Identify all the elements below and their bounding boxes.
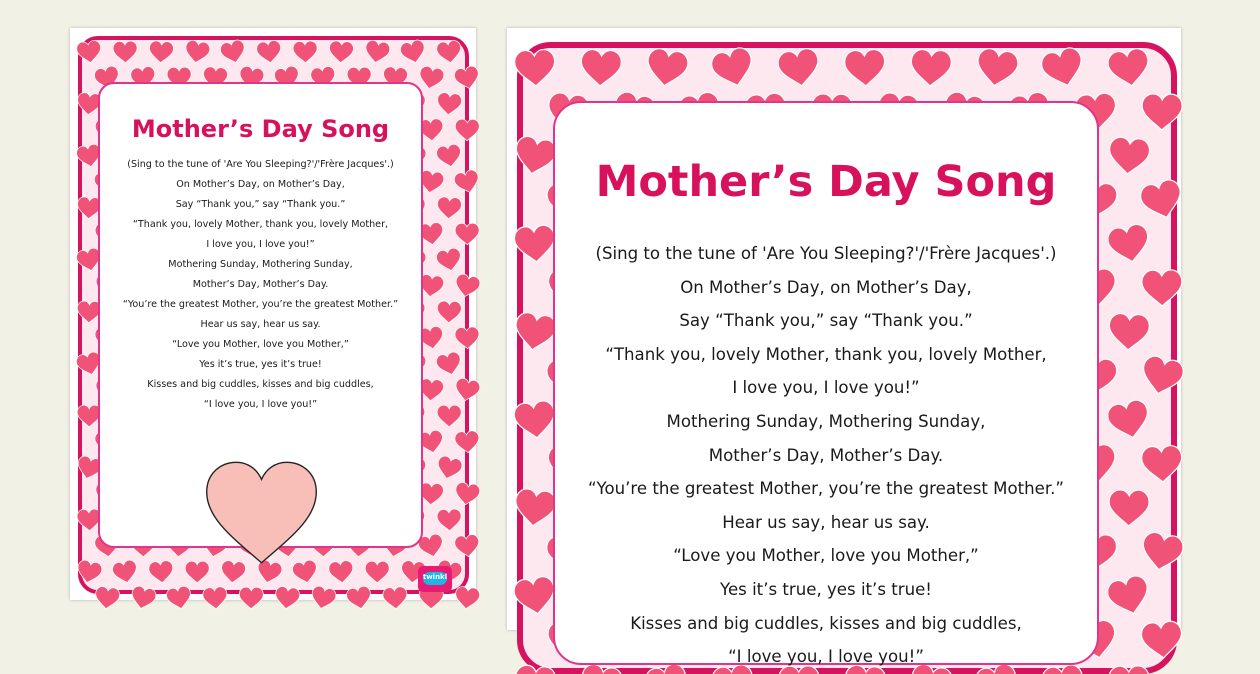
heart-icon [148, 560, 174, 584]
heart-icon [454, 586, 480, 610]
lyrics-card [98, 82, 423, 548]
lyric-line: Say “Thank you,” say “Thank you.” [175, 199, 346, 210]
heart-icon [1105, 398, 1152, 442]
heart-icon [455, 327, 480, 350]
heart-icon [454, 481, 481, 506]
heart-icon [1105, 573, 1153, 618]
heart-icon [1109, 490, 1150, 527]
heart-icon [113, 41, 138, 63]
lyric-line: “I love you, I love you!” [203, 399, 318, 410]
heart-icon [844, 49, 886, 87]
heart-icon [512, 135, 558, 178]
heart-icon [644, 47, 689, 89]
heart-icon [436, 40, 463, 65]
heart-icon [382, 586, 408, 610]
heart-icon [1109, 666, 1150, 674]
heart-icon [111, 559, 139, 585]
heart-icon [514, 49, 556, 87]
lyric-line: On Mother’s Day, on Mother’s Day, [176, 179, 345, 190]
lyric-line: “You’re the greatest Mother, you’re the greatest Mother.” [122, 299, 399, 310]
heart-icon [455, 119, 479, 141]
heart-icon [328, 560, 354, 584]
big-heart-icon [204, 460, 319, 565]
heart-icon [94, 586, 120, 610]
lyric-line: “Love you Mother, love you Mother,” [172, 339, 349, 350]
twinkl-logo-icon [418, 566, 452, 592]
heart-icon [293, 41, 318, 63]
heart-icon [1138, 177, 1186, 222]
page-title: Mother’s Day Song [131, 115, 390, 143]
heart-icon [453, 65, 481, 91]
heart-icon [974, 47, 1019, 89]
heart-icon [1108, 136, 1151, 175]
lyrics-list [555, 237, 1097, 674]
heart-icon [453, 273, 481, 299]
lyric-line: On Mother’s Day, on Mother’s Day, [680, 277, 972, 297]
heart-icon [512, 311, 557, 353]
heart-icon [513, 400, 557, 441]
heart-icon [1142, 270, 1183, 307]
heart-icon [1141, 620, 1184, 659]
lyric-line: Hear us say, hear us say. [722, 512, 930, 532]
heart-icon [580, 49, 622, 87]
lyric-line: (Sing to the tune of 'Are You Sleeping?'/'Frère Jacques'.) [595, 244, 1057, 263]
lyric-line: (Sing to the tune of 'Are You Sleeping?'/'Frère Jacques'.) [127, 159, 394, 170]
heart-icon [454, 534, 480, 558]
heart-icon [453, 377, 481, 403]
heart-icon [436, 92, 462, 116]
heart-icon [437, 509, 462, 531]
lyric-line: Mothering Sunday, Mothering Sunday, [666, 411, 986, 431]
heart-icon [1039, 45, 1087, 90]
heart-icon [1139, 531, 1185, 574]
lyrics-card [553, 101, 1099, 665]
heart-icon [274, 586, 300, 610]
heart-icon [1138, 354, 1185, 398]
lyrics-list [100, 155, 421, 415]
page-title: Mother’s Day Song [595, 157, 1057, 207]
heart-icon [435, 247, 463, 273]
lyric-line: Hear us say, hear us say. [200, 319, 321, 330]
heart-icon [75, 559, 103, 585]
heart-icon [1106, 47, 1151, 89]
lyric-line: Mother’s Day, Mother’s Day. [192, 279, 329, 290]
heart-icon [454, 430, 480, 454]
heart-icon [776, 47, 821, 89]
heart-icon [129, 585, 157, 611]
heart-icon [165, 585, 193, 611]
heart-icon [436, 196, 461, 219]
heart-icon [399, 39, 428, 66]
heart-icon [219, 39, 248, 66]
heart-icon [435, 351, 464, 378]
lyric-line: “I love you, I love you!” [728, 647, 924, 667]
heart-icon [309, 585, 337, 611]
heart-icon [910, 49, 952, 87]
heart-icon [514, 224, 557, 263]
heart-icon [512, 575, 557, 617]
heart-icon [364, 39, 391, 64]
lyric-line: Say “Thank you,” say “Thank you.” [679, 311, 973, 331]
heart-icon [76, 40, 103, 65]
poster-thumbnail [70, 28, 476, 600]
lyric-line: I love you, I love you!” [732, 378, 920, 398]
heart-icon [709, 45, 757, 90]
logo-text: twinkl [422, 573, 448, 581]
lyric-line: Yes it’s true, yes it’s true! [199, 359, 322, 370]
heart-icon [455, 223, 479, 245]
heart-icon [417, 65, 445, 91]
heart-icon [436, 143, 463, 168]
heart-icon [435, 455, 464, 482]
lyric-line: “Thank you, lovely Mother, thank you, lovely Mother, [132, 219, 389, 230]
poster-zoom [507, 28, 1181, 667]
lyric-line: Kisses and big cuddles, kisses and big cuddles, [147, 379, 374, 390]
lyric-line: Yes it’s true, yes it’s true! [720, 579, 932, 599]
lyric-line: “Thank you, lovely Mother, thank you, lovely Mother, [605, 344, 1047, 364]
heart-icon [184, 39, 211, 64]
heart-icon [365, 561, 389, 583]
heart-icon [513, 488, 557, 529]
heart-icon [1142, 94, 1183, 131]
heart-icon [514, 664, 557, 674]
heart-icon [437, 405, 461, 427]
lyric-line: “You’re the greatest Mother, you’re the greatest Mother.” [587, 479, 1065, 499]
lyric-line: “Love you Mother, love you Mother,” [673, 546, 979, 566]
heart-icon [1141, 445, 1183, 483]
heart-icon [239, 587, 263, 609]
heart-icon [328, 40, 353, 63]
lyric-line: Mother’s Day, Mother’s Day. [708, 445, 944, 465]
heart-icon [437, 301, 462, 323]
heart-icon [1106, 223, 1152, 266]
heart-icon [453, 168, 482, 195]
heart-icon [345, 585, 373, 611]
heart-icon [256, 40, 283, 65]
lyric-line: I love you, I love you!” [206, 239, 315, 250]
heart-icon [1108, 313, 1150, 351]
lyric-line: Mothering Sunday, Mothering Sunday, [168, 259, 353, 270]
heart-icon [202, 586, 228, 610]
lyric-line: Kisses and big cuddles, kisses and big cuddles, [630, 613, 1022, 633]
heart-icon [148, 40, 173, 63]
